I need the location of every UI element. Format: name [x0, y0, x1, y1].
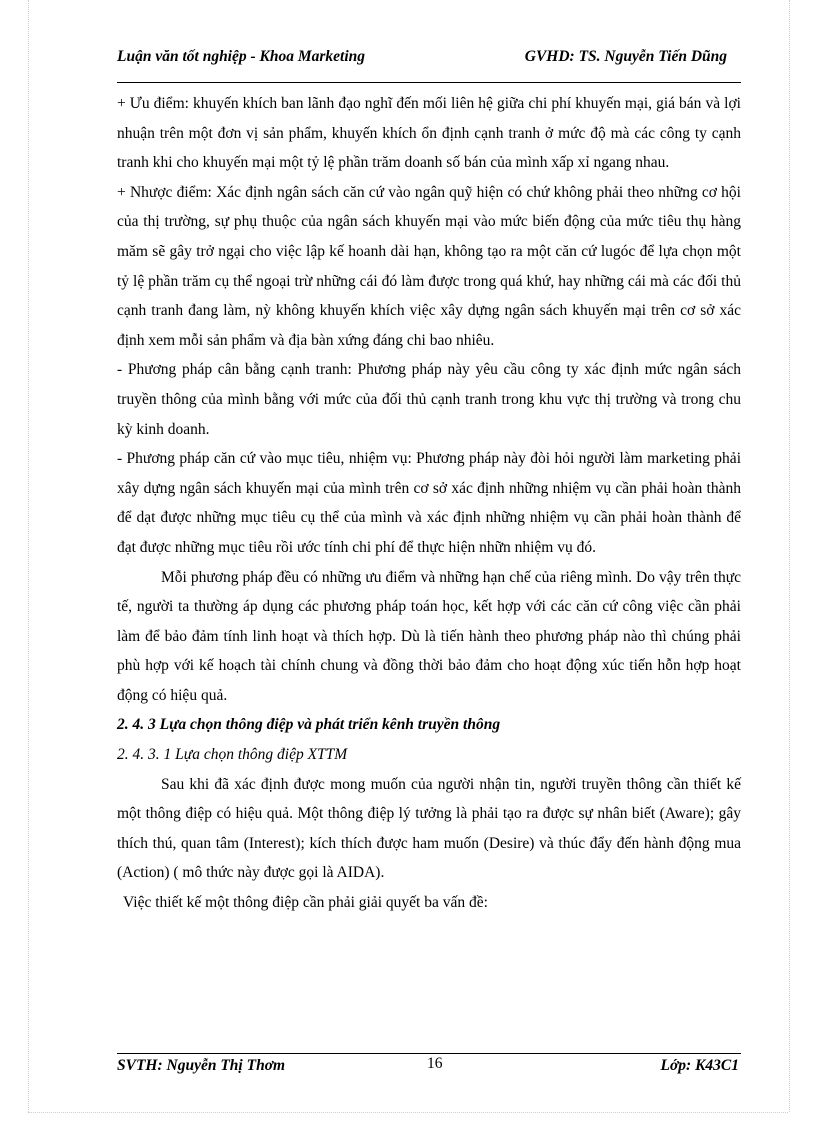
- header-rule: [117, 82, 741, 83]
- subsection-heading: 2. 4. 3. 1 Lựa chọn thông điệp XTTM: [117, 746, 348, 764]
- paragraph-competitive-parity: - Phương pháp cân bằng cạnh tranh: Phương pháp này yêu cầu công ty xác định mức ngân sách truyền thông của mình bằng với mức của đối thủ cạnh tranh trong khu vực thị trường và trong chu kỳ kinh doanh.: [117, 361, 741, 438]
- paragraph-disadvantages: + Nhược điểm: Xác định ngân sách căn cứ vào ngân quỹ hiện có chứ không phải theo những cơ hội của thị trường, sự phụ thuộc của ngân sách khuyến mại vào mức biến động của mức tiêu thụ hàng măm sẽ gây trở ngại cho việc lập kế hoanh dài hạn, không tạo ra một căn cứ lugóc để lựa chọn một tỷ lệ phần trăm cụ thể ngoại trừ những cái đó làm được trong quá khứ, hay những cái mà các đối thủ cạnh tranh đang làm, nỳ không khuyến khích việc xây dựng ngân sách khuyến mại trên cơ sở xác định xem mỗi sản phẩm và địa bàn xứng đáng chi bao nhiêu.: [117, 183, 741, 349]
- page-bottom-edge: [28, 1112, 788, 1113]
- header-supervisor: GVHD: TS. Nguyễn Tiến Dũng: [524, 48, 727, 65]
- footer-class: Lớp: K43C1: [660, 1057, 739, 1074]
- paragraph-summary: Mỗi phương pháp đều có những ưu điểm và những hạn chế của riêng mình. Do vậy trên thực tế, người ta thường áp dụng các phương pháp toán học, kết hợp với các căn cứ công việc cần phải làm để bảo đảm tính linh hoạt và thích hợp. Dù là tiến hành theo phương pháp nào thì chúng phải phù hợp với kế hoạch tài chính chung và đồng thời bảo đảm cho hoạt động xúc tiến hỗn hợp hoạt động có hiệu quả.: [117, 568, 741, 704]
- page-footer: [117, 1055, 741, 1077]
- section-heading: 2. 4. 3 Lựa chọn thông điệp và phát triển kênh truyền thông: [117, 716, 501, 734]
- paragraph-message-design: Việc thiết kế một thông điệp cần phải giải quyết ba vấn đề:: [123, 894, 488, 912]
- page-body: [117, 89, 741, 918]
- footer-student: SVTH: Nguyễn Thị Thơm: [117, 1057, 286, 1074]
- paragraph-aida: Sau khi đã xác định được mong muốn của người nhận tin, người truyền thông cần thiết kế một thông điệp có hiệu quả. Một thông điệp lý tưởng là phải tạo ra được sự nhân biết (Aware); gây thích thú, quan tâm (Interest); kích thích được ham muốn (Desire) và thúc đẩy đến hành động mua (Action) ( mô thức này được gọi là AIDA).: [117, 775, 741, 882]
- header-thesis-title: Luận văn tốt nghiệp - Khoa Marketing: [117, 48, 366, 65]
- paragraph-advantages: + Ưu điểm: khuyến khích ban lãnh đạo nghĩ đến mối liên hệ giữa chi phí khuyến mại, giá bán và lợi nhuận trên một đơn vị sản phẩm, khuyến khích ổn định cạnh tranh ở mức độ mà các công ty cạnh tranh khi cho khuyến mại một tỷ lệ phần trăm doanh số bán của mình xấp xỉ ngang nhau.: [117, 95, 741, 172]
- page-number: 16: [427, 1055, 443, 1072]
- page-header: [117, 48, 741, 72]
- paragraph-objective-task: - Phương pháp căn cứ vào mục tiêu, nhiệm vụ: Phương pháp này đòi hỏi người làm marketing phải xây dựng ngân sách khuyến mại của mình trên cơ sở xác định những nhiệm vụ cần phải hoàn thành để dạt được những mục tiêu cụ thể của mình và xác định những nhiệm vụ cần phải hoàn thành để đạt được những mục tiêu rồi ước tính chi phí để thực hiện nhữn nhiệm vụ đó.: [117, 450, 741, 556]
- footer-rule: [117, 1053, 741, 1054]
